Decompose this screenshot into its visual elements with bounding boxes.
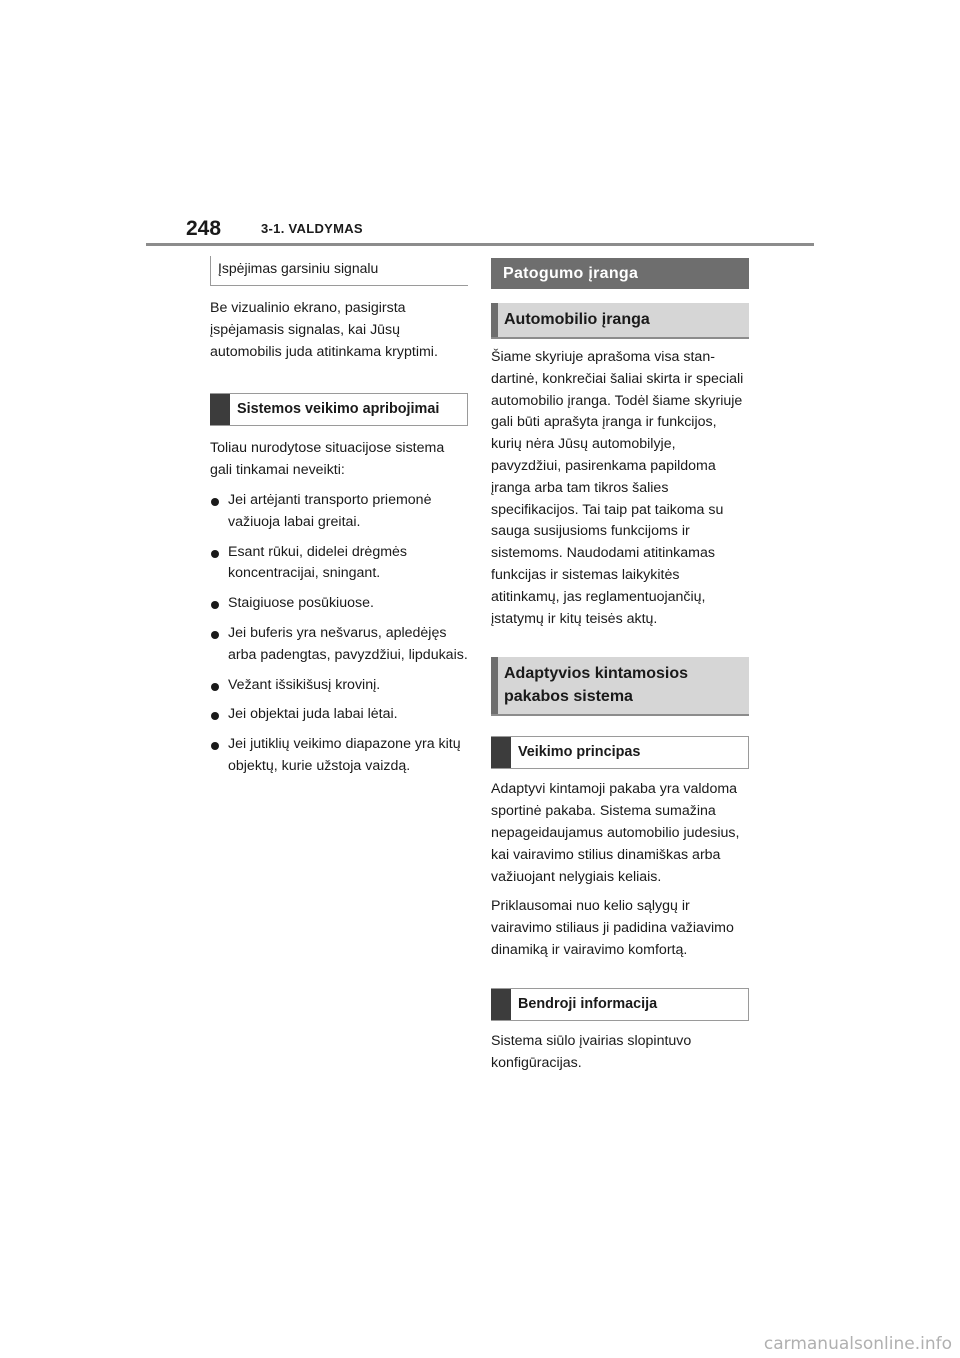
principle-text-1: Adaptyvi kintamoji pakaba yra valdoma sportinė pakaba. Sistema sumažina nepageidaujamus automobilio judesius, kai vairavimo stilius dinamiškas arba važiuojant nelygiais keliais.: [491, 781, 740, 885]
bullet-icon: [211, 712, 219, 720]
list-item: Jei buferis yra nešvarus, apledėjęs arba padengtas, pavyzdžiui, lipdukais.: [210, 623, 468, 667]
bullet-icon: [211, 550, 219, 558]
principle-heading-text: Veikimo principas: [518, 744, 641, 761]
heading-marker: [491, 989, 511, 1020]
list-item: Staigiuose posūkiuose.: [210, 593, 468, 615]
suspension-heading: [491, 657, 749, 716]
principle-text-2: Priklausomai nuo kelio sąlygų ir vairavimo stiliaus ji padidina važiavimo dinamiką ir vairavimo komfortą.: [491, 898, 734, 958]
list-item: Jei jutiklių veikimo diapazone yra kitų objektų, kurie užstoja vaizdą.: [210, 734, 468, 778]
bullet-icon: [211, 742, 219, 750]
header-rule: [146, 243, 814, 246]
bullet-icon: [211, 631, 219, 639]
heading-marker: [491, 657, 498, 714]
bullet-icon: [211, 498, 219, 506]
suspension-heading-text: Adaptyvios kintamosios pakabos sistema: [504, 665, 689, 706]
list-item: Jei objektai juda labai lėtai.: [210, 704, 468, 726]
left-column: [210, 256, 468, 786]
equipment-heading: [491, 303, 749, 339]
bullet-icon: [211, 601, 219, 609]
list-item: Esant rūkui, didelei drėgmės koncentracijai, sningant.: [210, 542, 468, 586]
right-column: [491, 258, 749, 1074]
limits-list: [210, 490, 468, 778]
watermark-text: carmanualsonline.info: [763, 1334, 952, 1354]
page-header: [146, 214, 814, 246]
acoustic-warning-text: Be vizualinio ekrano, pasigirsta įspėjamasis signalas, kai Jūsų automobilis juda atitinkama kryptimi.: [210, 300, 438, 360]
equipment-heading-text: Automobilio įranga: [504, 311, 650, 328]
acoustic-warning-heading: Įspėjimas garsiniu signalu: [210, 256, 468, 286]
equipment-text: Šiame skyriuje aprašoma visa standartinė, konkrečiai šaliai skirta ir speciali automobilio įranga. Todėl šiame skyriuje gali būti aprašyta įranga ir funkcijos, kurių nėra Jūsų automobilyje, pavyzdžiui, pasirenkama papildoma įranga arba tam tikros šalies specifikacijos. Tai taip pat taikoma su sauga susijusioms funkcijoms ir sistemoms. Naudodami atitinkamas funkcijas ir sistemas laikykitės atitinkamų, jas reglamentuojančių, įstatymų ir kitų teisės aktų.: [491, 349, 744, 627]
limits-heading: [210, 393, 468, 426]
general-heading-text: Bendroji informacija: [518, 995, 658, 1012]
principle-heading: [491, 736, 749, 769]
page-number: 248: [186, 217, 222, 240]
limits-intro: Toliau nurodytose situacijose sistema gali tinkamai neveikti:: [210, 440, 445, 479]
section-label: 3-1. VALDYMAS: [261, 221, 363, 236]
chapter-band: Patogumo įranga: [491, 258, 749, 289]
heading-marker: [491, 303, 498, 337]
list-item: Jei artėjanti transporto priemonė važiuoja labai greitai.: [210, 490, 468, 534]
general-text: Sistema siūlo įvairias slopintuvo konfigūracijas.: [491, 1032, 692, 1071]
list-item: Vežant išsikišusį krovinį.: [210, 675, 468, 697]
limits-heading-text: Sistemos veikimo apribojimai: [237, 401, 440, 418]
heading-marker: [210, 394, 230, 425]
bullet-icon: [211, 683, 219, 691]
general-heading: [491, 988, 749, 1021]
heading-marker: [491, 737, 511, 768]
